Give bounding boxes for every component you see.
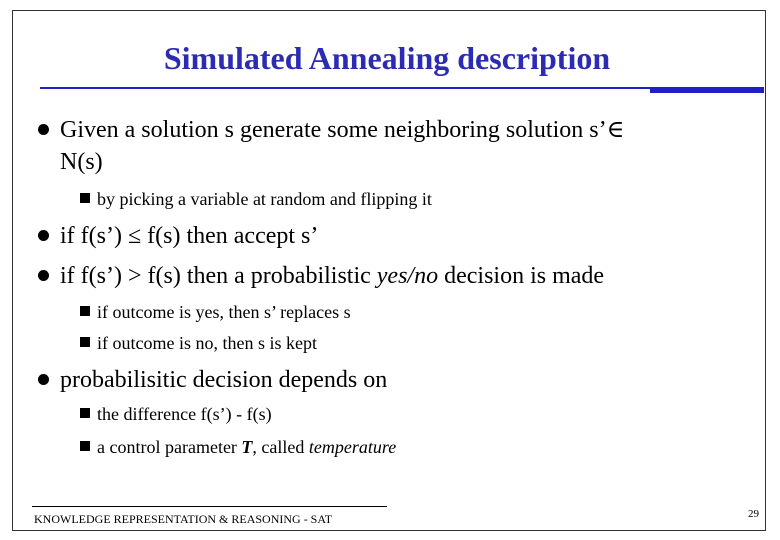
bullet-3-text-post: decision is made [438, 263, 605, 289]
bullet-4-sub-1 [97, 403, 272, 425]
bullet-1-sub-1 [97, 188, 432, 210]
footer-rule [32, 506, 387, 507]
bullet-dot-icon [38, 374, 49, 385]
bullet-1-sub-1-text: by picking a variable at random and flipping it [97, 189, 432, 209]
square-bullet-icon [80, 441, 90, 451]
bullet-3 [60, 260, 604, 292]
square-bullet-icon [80, 193, 90, 203]
less-equal-symbol: ≤ [127, 223, 142, 249]
bullet-3-text-pre: if f(s’) > f(s) then a probabilistic [60, 263, 377, 289]
bullet-4-sub-2-mid: , called [252, 437, 309, 457]
title-underline-accent [650, 89, 764, 93]
bullet-2-text-pre: if f(s’) [60, 223, 122, 249]
bullet-4-text: probabilisitic decision depends on [60, 367, 388, 393]
bullet-3-sub-2-text: if outcome is no, then s is kept [97, 333, 317, 353]
square-bullet-icon [80, 408, 90, 418]
bullet-4-sub-2-italic: temperature [308, 437, 397, 457]
bullet-4-sub-1-text: the difference f(s’) - f(s) [97, 404, 272, 424]
bullet-dot-icon [38, 230, 49, 241]
square-bullet-icon [80, 337, 90, 347]
square-bullet-icon [80, 306, 90, 316]
footer-text: KNOWLEDGE REPRESENTATION & REASONING - SAT [34, 512, 333, 526]
bullet-3-sub-1-text: if outcome is yes, then s’ replaces s [97, 302, 351, 322]
bullet-dot-icon [38, 124, 49, 135]
bullet-3-sub-1 [97, 301, 351, 323]
bullet-1 [60, 114, 624, 178]
temperature-symbol-T: T [241, 437, 253, 457]
element-of-symbol: ∈ [606, 117, 625, 143]
bullet-3-text-italic: yes/no [376, 263, 439, 289]
bullet-1-text: Given a solution s generate some neighboring solution s’ [60, 117, 607, 143]
bullet-3-sub-2 [97, 332, 317, 354]
bullet-4 [60, 364, 387, 396]
slide-title: Simulated Annealing description [163, 40, 611, 76]
bullet-2 [60, 220, 318, 252]
page-number: 29 [748, 508, 759, 520]
bullet-2-text-post: f(s) then accept s’ [147, 223, 319, 249]
bullet-dot-icon [38, 270, 49, 281]
bullet-1-text-cont: N(s) [60, 149, 103, 175]
bullet-4-sub-2-pre: a control parameter [97, 437, 242, 457]
bullet-4-sub-2 [97, 436, 396, 458]
